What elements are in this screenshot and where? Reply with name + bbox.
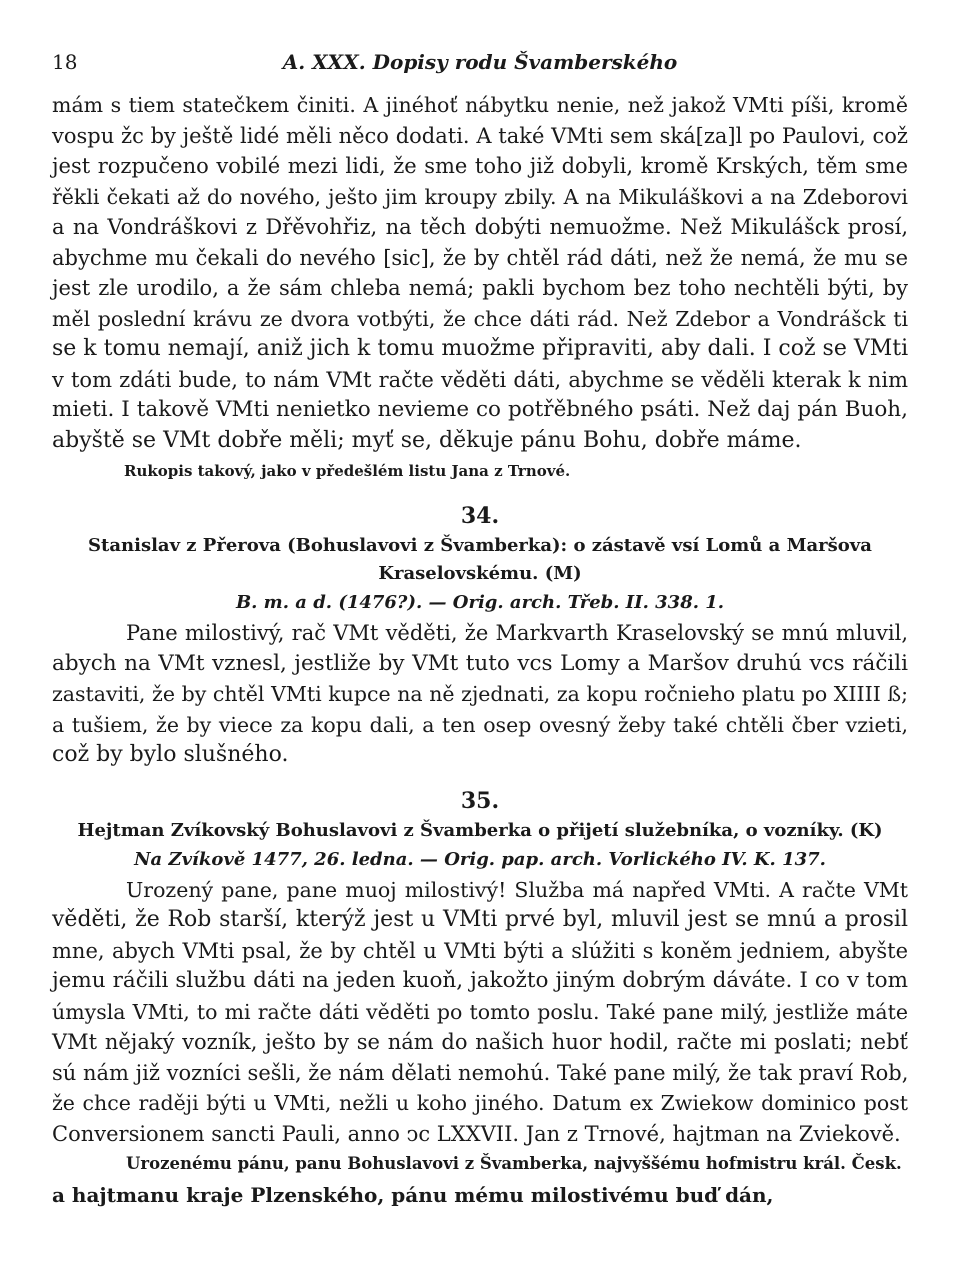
text-line: věděti, že Rob starší, kterýž jest u VMti prvé byl, mluvil jest se mnú a prosil bbox=[52, 907, 908, 932]
text-line: jest zle urodilo, a že sám chleba nemá; pakli bychom bez toho nechtěli býti, by bbox=[52, 276, 908, 300]
page-body bbox=[52, 90, 908, 1210]
text-line: jemu ráčili službu dáti na jeden kuoň, jakožto jiným dobrým dáváte. I co v tom bbox=[52, 968, 908, 993]
text-line: mne, abych VMti psal, že by chtěl u VMti býti a slúžiti s koněm jedniem, abyšte bbox=[52, 938, 908, 963]
text-line: Urozený pane, pane muoj milostivý! Služba má napřed VMti. A račte VMt bbox=[126, 877, 908, 902]
letter-source: Na Zvíkově 1477, 26. ledna. — Orig. pap. arch. Vorlického IV. K. 137. bbox=[134, 848, 826, 870]
text-line: se k tomu nemají, aniž jich k tomu muožme připraviti, aby dali. I což se VMti bbox=[52, 336, 909, 361]
letter-number: 35. bbox=[460, 787, 500, 814]
text-line: Conversionem sancti Pauli, anno ↄc LXXVII. Jan z Trnové, hajtman na Zviekově. bbox=[52, 1121, 901, 1146]
letter-headline: Stanislav z Přerova (Bohuslavovi z Švamberka): o zástavě vsí Lomů a Maršova bbox=[88, 535, 872, 556]
continuation-text bbox=[52, 90, 908, 486]
manuscript-note: Rukopis takový, jako v předešlém listu Jana z Trnové. bbox=[124, 462, 571, 480]
text-line: Pane milostivý, rač VMt věděti, že Markvarth Kraselovský se mnú mluvil, bbox=[126, 621, 908, 645]
text-line: v tom zdáti bude, to nám VMt račte věděti dáti, abychme se věděli kterak k nim bbox=[52, 367, 908, 392]
text-line: zastaviti, že by chtěl VMti kupce na ně zjednati, za kopu ročnieho platu po XIIII ß; bbox=[52, 682, 908, 706]
text-line: a tušiem, že by viece za kopu dali, a ten osep ovesný žeby také chtěli čber vzieti, bbox=[52, 712, 908, 737]
text-line: VMt nějaký vozník, ješto by se nám do našich huor hodil, račte mi poslati; nebť bbox=[52, 1030, 908, 1054]
text-line: mieti. I takově VMti nenietko nevieme co potřěbného psáti. Než daj pán Buoh, bbox=[52, 397, 908, 422]
text-line: měl poslední krávu ze dvora votbýti, že chce dáti rád. Než Zdebor a Vondrášck ti bbox=[52, 306, 908, 331]
running-title: A. XXX. Dopisy rodu Švamberského bbox=[282, 50, 678, 74]
text-line: vospu žc by ještě lidé měli něco dodati. A také VMti sem ská[za]l po Paulovi, což bbox=[52, 123, 908, 148]
page-header bbox=[52, 44, 908, 78]
text-line: jest rozpučeno vobilé mezi lidi, že sme toho již dobyli, kromě Krských, těm sme bbox=[52, 154, 908, 178]
letter-34 bbox=[52, 500, 908, 771]
letter-headline: Hejtman Zvíkovský Bohuslavovi z Švamberka o přijetí služebníka, o vozníky. (K) bbox=[77, 819, 883, 841]
letter-source: B. m. a d. (1476?). — Orig. arch. Třeb. II. 338. 1. bbox=[235, 592, 725, 613]
text-line: abychme mu čekali do nevého [sic], že by chtěl rád dáti, než že nemá, že mu se bbox=[52, 245, 908, 270]
text-line: sú nám již vozníci sešli, že nám dělati nemohú. Také pane milý, že tak praví Rob, bbox=[52, 1060, 909, 1085]
letter-headline: Kraselovskému. (M) bbox=[378, 563, 582, 584]
page-number: 18 bbox=[52, 50, 78, 74]
text-line: řěkli čekati až do nového, ješto jim kroupy zbily. A na Mikuláškovi a na Zdeborovi bbox=[52, 184, 908, 209]
text-line: což by bylo slušného. bbox=[52, 742, 289, 767]
letter-number: 34. bbox=[460, 503, 500, 529]
text-line: abyště se VMt dobře měli; myť se, děkuje pánu Bohu, dobře máme. bbox=[52, 427, 802, 453]
text-line: mám s tiem statečkem činiti. A jinéhoť nábytku nenie, než jakož VMti píši, kromě bbox=[52, 93, 908, 117]
text-line: úmysla VMti, to mi račte dáti věděti po tomto poslu. Také pane milý, jestliže máte bbox=[52, 999, 908, 1024]
text-line: že chce raději býti u VMti, nežli u koho jiného. Datum ex Zwiekow dominico post bbox=[52, 1091, 908, 1115]
text-line: a na Vondráškovi z Dřěvohřiz, na těch dobýti nemuožme. Než Mikulášck prosí, bbox=[52, 215, 908, 239]
letter-35 bbox=[52, 785, 908, 1211]
text-line: abych na VMt vznesl, jestliže by VMt tuto vcs Lomy a Maršov druhú vcs ráčili bbox=[52, 650, 908, 676]
address-line: a hajtmanu kraje Plzenského, pánu mému milostivému buď dán, bbox=[52, 1182, 774, 1207]
address-line: Urozenému pánu, panu Bohuslavovi z Švamberka, najvyššému hofmistru král. Česk. bbox=[126, 1154, 902, 1173]
